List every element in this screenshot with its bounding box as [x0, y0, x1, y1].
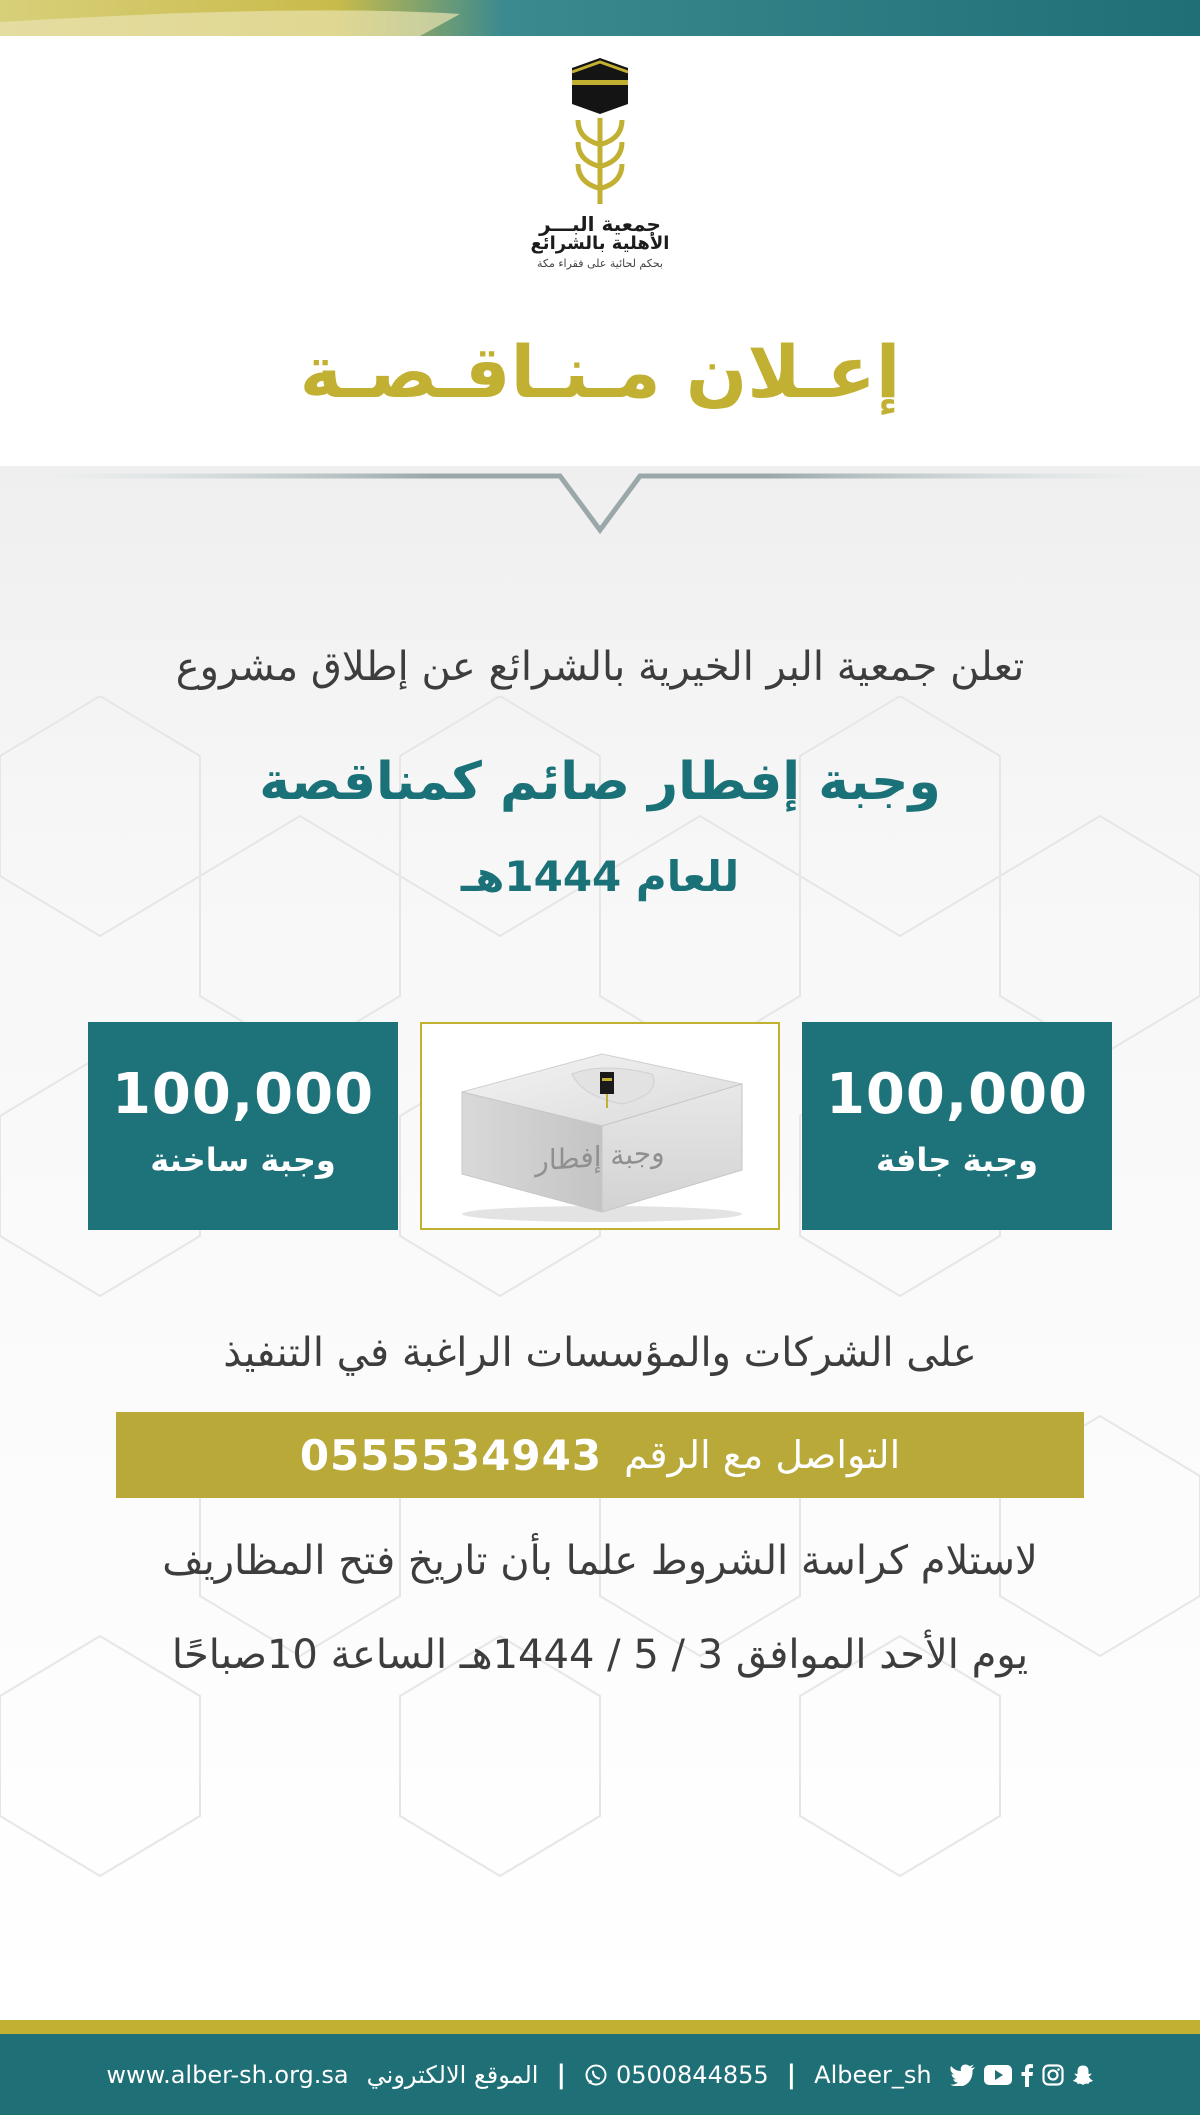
dry-meals-label: وجبة جافة: [876, 1141, 1038, 1179]
kaaba-wheat-logo-icon: [564, 58, 636, 208]
footer-phone-number: 0500844855: [615, 2060, 769, 2089]
project-year: للعام 1444هـ: [460, 852, 740, 901]
hot-meals-count: 100,000: [111, 1062, 375, 1127]
project-title: وجبة إفطار صائم كمناقصة: [259, 752, 941, 812]
twitter-icon[interactable]: [950, 2064, 976, 2086]
footer-website-label: الموقع الالكتروني: [366, 2060, 539, 2089]
facebook-icon[interactable]: [1020, 2063, 1034, 2087]
footer-phone[interactable]: [584, 2061, 769, 2089]
snapchat-icon[interactable]: [1072, 2064, 1094, 2086]
dry-meals-stat: [802, 1022, 1112, 1230]
footer-separator: |: [556, 2059, 566, 2090]
footer-bar: [0, 2034, 1200, 2115]
meal-box-image: [420, 1022, 780, 1230]
instagram-icon[interactable]: [1042, 2064, 1064, 2086]
contact-phone-number[interactable]: 0555534943: [299, 1430, 603, 1480]
logo-name-line2: الأهلية بالشرائع: [530, 233, 670, 254]
youtube-icon[interactable]: [984, 2065, 1012, 2085]
whatsapp-icon: [584, 2063, 608, 2087]
top-decorative-stripe: [0, 0, 1200, 36]
section-divider-chevron: [0, 462, 1200, 542]
conditions-text: لاستلام كراسة الشروط علما بأن تاريخ فتح المظاريف: [162, 1538, 1038, 1584]
contact-label: التواصل مع الرقم: [624, 1433, 901, 1477]
footer-separator-2: |: [786, 2059, 797, 2090]
footer-website-link[interactable]: www.alber-sh.org.sa: [106, 2060, 349, 2089]
hot-meals-label: وجبة ساخنة: [150, 1141, 336, 1179]
hot-meals-stat: [88, 1022, 398, 1230]
dry-meals-count: 100,000: [825, 1062, 1089, 1127]
footer-social-icons: [950, 2063, 1094, 2087]
envelope-opening-date: يوم الأحد الموافق 3 / 5 / 1444هـ الساعة 10صباحًا: [171, 1632, 1029, 1678]
page-headline: إعـلان مـنـاقـصـة: [299, 330, 901, 414]
contact-banner: [116, 1412, 1084, 1498]
meal-box-label: وجبة إفطار: [535, 1135, 665, 1178]
footer-gold-band: [0, 2020, 1200, 2034]
intro-text: تعلن جمعية البر الخيرية بالشرائع عن إطلاق مشروع: [175, 644, 1025, 690]
invitation-text: على الشركات والمؤسسات الراغبة في التنفيذ: [223, 1330, 977, 1376]
logo-tagline: بحكم لحائية على فقراء مكة: [537, 256, 663, 270]
meal-box-illustration: [452, 1034, 752, 1224]
footer-social-handle[interactable]: Albeer_sh: [814, 2060, 932, 2089]
charity-logo: [520, 58, 680, 288]
logo-name-line1: جمعية البـــر: [539, 212, 661, 236]
content-background: [0, 466, 1200, 2020]
